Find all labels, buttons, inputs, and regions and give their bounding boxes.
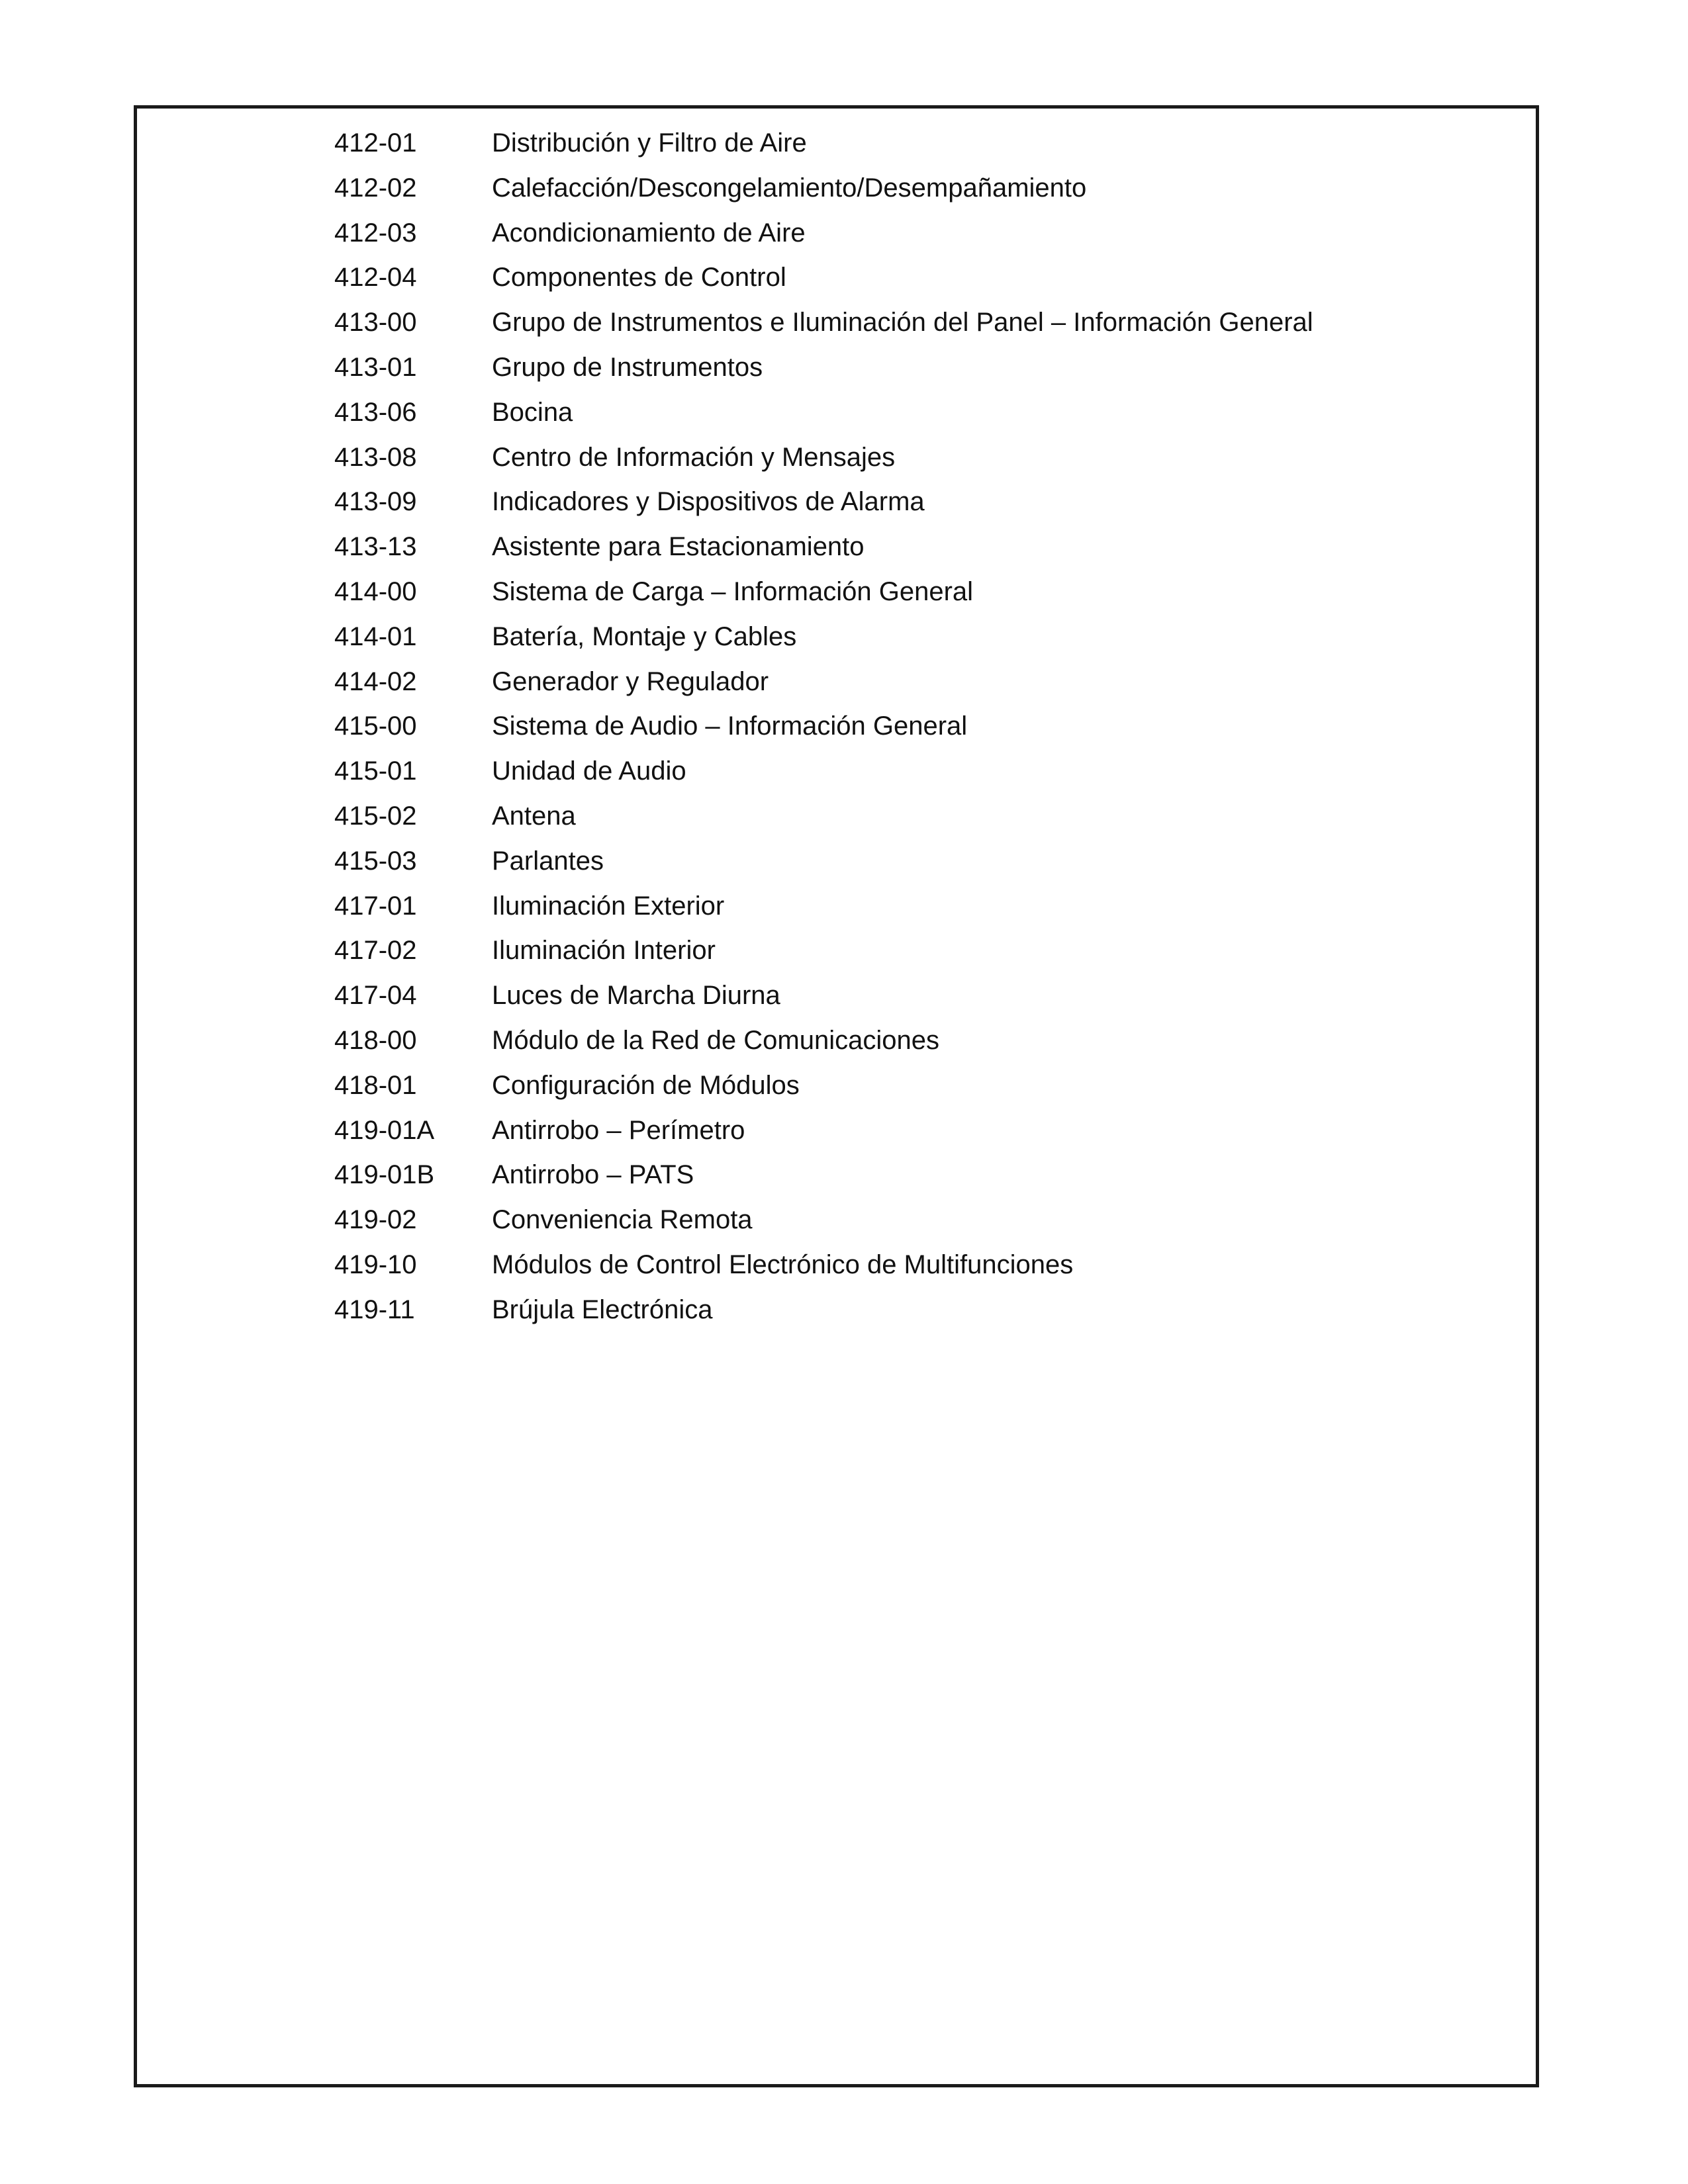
toc-entry	[334, 1156, 1313, 1201]
section-code: 415-02	[334, 801, 417, 831]
toc-entry	[334, 169, 1313, 214]
toc-entry	[334, 124, 1313, 169]
section-title: Brújula Electrónica	[492, 1295, 713, 1324]
section-code: 413-08	[334, 442, 417, 472]
toc-entry	[334, 527, 1313, 572]
toc-entry	[334, 887, 1313, 932]
toc-entry	[334, 482, 1313, 527]
section-title: Antena	[492, 801, 576, 831]
toc-entry	[334, 1291, 1313, 1336]
section-code: 412-03	[334, 218, 417, 248]
section-title: Iluminación Exterior	[492, 891, 725, 921]
toc-entry	[334, 1021, 1313, 1066]
toc-entry	[334, 931, 1313, 976]
section-code: 414-01	[334, 621, 417, 651]
section-title: Configuración de Módulos	[492, 1070, 800, 1100]
section-code: 419-11	[334, 1295, 415, 1324]
section-code: 413-13	[334, 532, 417, 562]
section-title: Grupo de Instrumentos e Iluminación del Panel – Información General	[492, 308, 1313, 338]
section-code: 419-10	[334, 1250, 417, 1279]
toc-entry	[334, 258, 1313, 303]
toc-entry	[334, 214, 1313, 259]
section-title: Sistema de Carga – Información General	[492, 576, 974, 606]
section-code: 412-04	[334, 263, 417, 293]
section-title: Módulo de la Red de Comunicaciones	[492, 1025, 939, 1055]
toc-entry	[334, 662, 1313, 707]
section-code: 417-04	[334, 981, 417, 1011]
section-code: 413-01	[334, 352, 417, 382]
section-title: Batería, Montaje y Cables	[492, 621, 797, 651]
section-title: Parlantes	[492, 846, 604, 876]
section-title: Sistema de Audio – Información General	[492, 711, 968, 741]
section-title: Módulos de Control Electrónico de Multifunciones	[492, 1250, 1074, 1279]
section-code: 418-01	[334, 1070, 417, 1100]
toc-entry	[334, 1246, 1313, 1291]
section-code: 415-01	[334, 756, 417, 786]
toc-entry	[334, 1111, 1313, 1156]
toc-entry	[334, 707, 1313, 752]
section-title: Conveniencia Remota	[492, 1205, 753, 1235]
section-title: Generador y Regulador	[492, 666, 769, 696]
toc-entry	[334, 303, 1313, 348]
section-title: Bocina	[492, 397, 573, 427]
toc-entry	[334, 438, 1313, 483]
section-title: Indicadores y Dispositivos de Alarma	[492, 487, 925, 517]
section-code: 412-02	[334, 173, 417, 203]
toc-entry	[334, 752, 1313, 797]
toc-entry	[334, 617, 1313, 662]
section-code: 413-00	[334, 308, 417, 338]
section-title: Acondicionamiento de Aire	[492, 218, 806, 248]
section-code: 414-02	[334, 666, 417, 696]
toc-entry	[334, 976, 1313, 1021]
section-code: 419-01A	[334, 1115, 435, 1145]
section-title: Grupo de Instrumentos	[492, 352, 763, 382]
toc-entry	[334, 572, 1313, 617]
section-code: 417-01	[334, 891, 417, 921]
section-code: 419-02	[334, 1205, 417, 1235]
section-title: Antirrobo – Perímetro	[492, 1115, 745, 1145]
section-code: 413-09	[334, 487, 417, 517]
table-of-contents	[334, 124, 1313, 1336]
toc-entry	[334, 348, 1313, 393]
section-code: 418-00	[334, 1025, 417, 1055]
section-code: 414-00	[334, 576, 417, 606]
toc-entry	[334, 797, 1313, 842]
section-code: 417-02	[334, 936, 417, 966]
toc-entry	[334, 842, 1313, 887]
section-title: Calefacción/Descongelamiento/Desempañamiento	[492, 173, 1087, 203]
section-code: 415-00	[334, 711, 417, 741]
section-code: 412-01	[334, 128, 417, 158]
toc-entry	[334, 1201, 1313, 1246]
toc-entry	[334, 1066, 1313, 1111]
section-title: Componentes de Control	[492, 263, 786, 293]
section-title: Asistente para Estacionamiento	[492, 532, 865, 562]
section-title: Unidad de Audio	[492, 756, 686, 786]
section-code: 415-03	[334, 846, 417, 876]
section-title: Antirrobo – PATS	[492, 1160, 694, 1190]
section-title: Luces de Marcha Diurna	[492, 981, 780, 1011]
section-title: Distribución y Filtro de Aire	[492, 128, 807, 158]
section-code: 419-01B	[334, 1160, 435, 1190]
toc-entry	[334, 393, 1313, 438]
section-title: Iluminación Interior	[492, 936, 716, 966]
section-code: 413-06	[334, 397, 417, 427]
section-title: Centro de Información y Mensajes	[492, 442, 896, 472]
